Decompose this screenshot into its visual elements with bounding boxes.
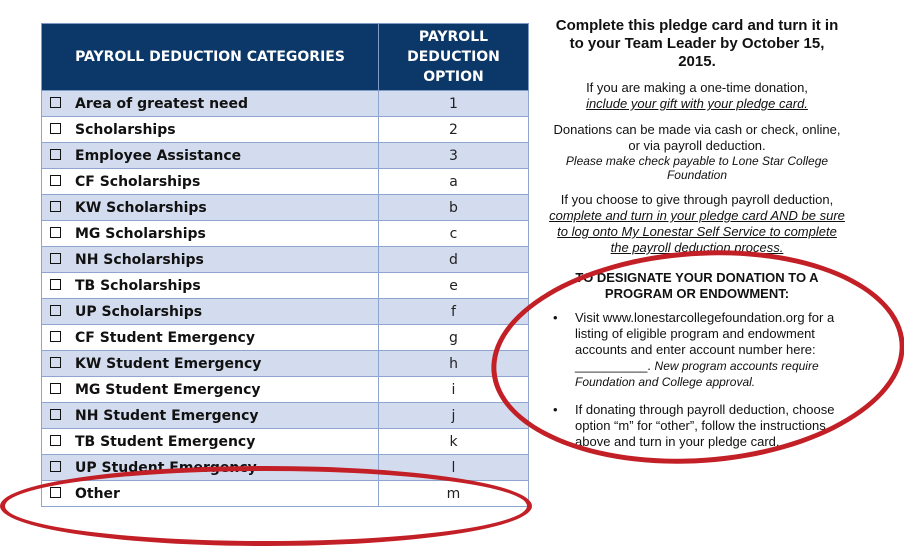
category-label: UP Student Emergency [75, 459, 257, 476]
table-row [42, 91, 529, 117]
table-row [42, 273, 529, 299]
category-label: Other [75, 485, 120, 502]
option-cell: e [379, 273, 529, 299]
checkbox-icon[interactable] [50, 123, 61, 134]
onetime-note: If you are making a one-time donation, include your gift with your pledge card. [586, 80, 808, 111]
category-label: Employee Assistance [75, 147, 242, 164]
category-label: Scholarships [75, 121, 176, 138]
category-label: KW Scholarships [75, 199, 207, 216]
category-cell [42, 247, 379, 273]
designate-heading: TO DESIGNATE YOUR DONATION TO A PROGRAM OR ENDOWMENT: [575, 270, 819, 301]
checkbox-icon[interactable] [50, 149, 61, 160]
checkbox-icon[interactable] [50, 227, 61, 238]
option-cell: c [379, 221, 529, 247]
pledge-headline: Complete this pledge card and turn it in to your Team Leader by October 15, 2015. [555, 17, 839, 70]
checkbox-icon[interactable] [50, 279, 61, 290]
table-row [42, 247, 529, 273]
category-cell [42, 91, 379, 117]
checkbox-icon[interactable] [50, 487, 61, 498]
option-cell: 2 [379, 117, 529, 143]
table-row [42, 143, 529, 169]
payroll-instructions: If you choose to give through payroll deduction, complete and turn in your pledge card AND be sure to log onto My Lonestar Self Service to complete the payroll deduction process. [549, 192, 845, 255]
table-row [42, 325, 529, 351]
checkbox-icon[interactable] [50, 305, 61, 316]
checkbox-icon[interactable] [50, 357, 61, 368]
category-label: TB Student Emergency [75, 433, 256, 450]
option-header: PAYROLL DEDUCTION OPTION [379, 24, 529, 91]
option-cell: m [379, 481, 529, 507]
category-label: MG Scholarships [75, 225, 206, 242]
checkbox-icon[interactable] [50, 253, 61, 264]
checkbox-icon[interactable] [50, 201, 61, 212]
checkbox-icon[interactable] [50, 97, 61, 108]
table-row [42, 169, 529, 195]
category-label: CF Scholarships [75, 173, 201, 190]
list-item: • If donating through payroll deduction, choose option “m” for “other”, follow the instructions above and turn in your pledge card. [575, 402, 845, 450]
option-cell: a [379, 169, 529, 195]
category-cell [42, 169, 379, 195]
option-cell: d [379, 247, 529, 273]
category-label: CF Student Emergency [75, 329, 255, 346]
category-header: PAYROLL DEDUCTION CATEGORIES [42, 24, 379, 91]
list-item: • Visit www.lonestarcollegefoundation.org for a listing of eligible program and endowment accounts and enter account number here: __________. New program accounts require Foundation and College approval. [575, 310, 845, 390]
option-cell: h [379, 351, 529, 377]
category-cell [42, 377, 379, 403]
option-cell: i [379, 377, 529, 403]
category-label: NH Student Emergency [75, 407, 259, 424]
table-row [42, 429, 529, 455]
table-row [42, 299, 529, 325]
category-label: TB Scholarships [75, 277, 201, 294]
checkbox-icon[interactable] [50, 383, 61, 394]
option-cell: k [379, 429, 529, 455]
option-cell: 1 [379, 91, 529, 117]
checkbox-icon[interactable] [50, 461, 61, 472]
checkbox-icon[interactable] [50, 331, 61, 342]
category-cell [42, 429, 379, 455]
category-cell [42, 117, 379, 143]
checkbox-icon[interactable] [50, 175, 61, 186]
option-cell: b [379, 195, 529, 221]
option-cell: g [379, 325, 529, 351]
table-row [42, 455, 529, 481]
checkbox-icon[interactable] [50, 409, 61, 420]
table-row [42, 195, 529, 221]
category-label: KW Student Emergency [75, 355, 262, 372]
table-row [42, 377, 529, 403]
checkbox-icon[interactable] [50, 435, 61, 446]
category-cell [42, 455, 379, 481]
category-label: MG Student Emergency [75, 381, 261, 398]
category-cell [42, 143, 379, 169]
option-cell: f [379, 299, 529, 325]
designate-list [549, 310, 845, 450]
category-cell [42, 481, 379, 507]
category-cell [42, 221, 379, 247]
category-label: UP Scholarships [75, 303, 203, 320]
instructions-panel [549, 17, 845, 462]
category-cell [42, 403, 379, 429]
category-label: Area of greatest need [75, 95, 249, 112]
category-cell [42, 273, 379, 299]
category-cell [42, 299, 379, 325]
donation-methods: Donations can be made via cash or check, online, or via payroll deduction. Please make check payable to Lone Star College Foundation [553, 122, 841, 182]
category-cell [42, 351, 379, 377]
category-cell [42, 325, 379, 351]
table-row [42, 351, 529, 377]
option-cell: l [379, 455, 529, 481]
category-label: NH Scholarships [75, 251, 204, 268]
table-row [42, 221, 529, 247]
option-cell: 3 [379, 143, 529, 169]
category-cell [42, 195, 379, 221]
payroll-deduction-table [41, 23, 529, 507]
option-cell: j [379, 403, 529, 429]
table-row [42, 481, 529, 507]
table-row [42, 117, 529, 143]
table-row [42, 403, 529, 429]
